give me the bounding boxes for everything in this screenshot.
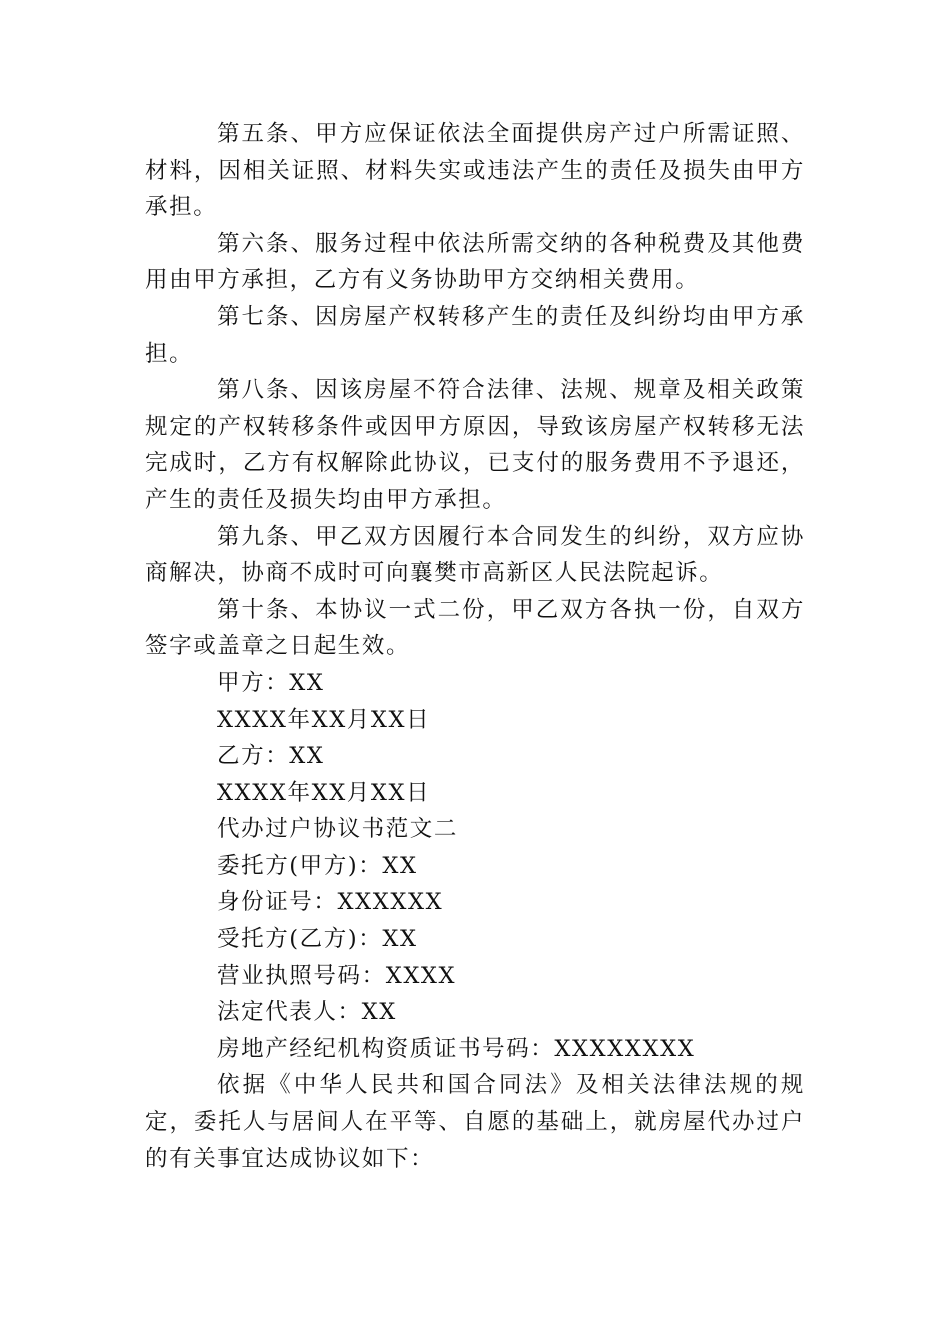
agent-line: 受托方(乙方)：XX xyxy=(217,926,418,953)
qualification-cert-line: 房地产经纪机构资质证书号码：XXXXXXXX xyxy=(217,1035,696,1062)
clause-8: 第八条、因该房屋不符合法律、法规、规章及相关政策规定的产权转移条件或因甲方原因，导致该房屋产权转移无法完成时，乙方有权解除此协议，已支付的服务费用不予退还，产生的责任及损失均由甲方承担。 xyxy=(145,377,805,513)
party-b-signature: 乙方：XX xyxy=(217,743,325,770)
clause-9: 第九条、甲乙双方因履行本合同发生的纠纷，双方应协商解决，协商不成时可向襄樊市高新区人民法院起诉。 xyxy=(145,523,805,587)
clause-6: 第六条、服务过程中依法所需交纳的各种税费及其他费用由甲方承担，乙方有义务协助甲方交纳相关费用。 xyxy=(145,230,805,294)
legal-representative-line: 法定代表人：XX xyxy=(217,999,397,1026)
clause-5: 第五条、甲方应保证依法全面提供房产过户所需证照、材料，因相关证照、材料失实或违法产生的责任及损失由甲方承担。 xyxy=(145,121,805,221)
document-body xyxy=(145,116,805,1177)
party-a-signature: 甲方：XX xyxy=(217,669,325,696)
business-license-line: 营业执照号码：XXXX xyxy=(217,962,457,989)
party-a-date: XXXX年XX月XX日 xyxy=(217,706,431,733)
principal-line: 委托方(甲方)：XX xyxy=(217,852,418,879)
clause-7: 第七条、因房屋产权转移产生的责任及纠纷均由甲方承担。 xyxy=(145,303,805,367)
id-number-line: 身份证号：XXXXXX xyxy=(217,889,444,916)
closing-paragraph: 依据《中华人民共和国合同法》及相关法律法规的规定，委托人与居间人在平等、自愿的基础上，就房屋代办过户的有关事宜达成协议如下： xyxy=(145,1072,805,1172)
party-b-date: XXXX年XX月XX日 xyxy=(217,779,431,806)
section-title: 代办过户协议书范文二 xyxy=(217,816,459,843)
clause-10: 第十条、本协议一式二份，甲乙双方各执一份，自双方签字或盖章之日起生效。 xyxy=(145,596,805,660)
